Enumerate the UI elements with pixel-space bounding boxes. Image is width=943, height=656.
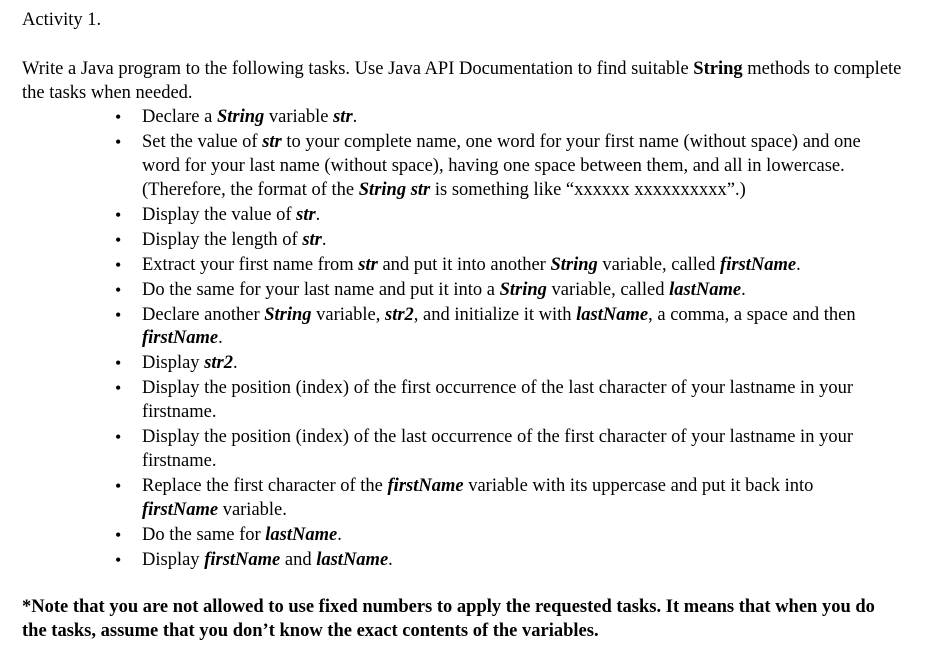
bullet-icon: •	[115, 279, 122, 300]
bullet-icon: •	[115, 427, 122, 448]
task-text: .	[352, 107, 358, 127]
task-text: .	[232, 353, 238, 374]
task-text: and	[280, 549, 317, 570]
task-text: variable with its uppercase and put it back into	[463, 475, 814, 496]
task-text: variable.	[218, 499, 287, 520]
bullet-icon: •	[115, 378, 122, 399]
bullet-icon: •	[115, 131, 122, 152]
task-text: Declare another	[142, 304, 265, 325]
task-item	[22, 352, 884, 376]
task-item	[22, 304, 884, 352]
code-term: String	[499, 279, 547, 300]
bullet-icon: •	[115, 254, 122, 275]
task-text: is something like “xxxxxx xxxxxxxxxx”.)	[430, 179, 746, 200]
task-item	[22, 475, 884, 523]
task-text: Do the same for your last name and put it into a	[142, 279, 500, 300]
bullet-icon: •	[115, 229, 122, 250]
task-text: Display	[142, 353, 205, 374]
task-list	[22, 106, 922, 572]
code-term: firstName	[142, 499, 219, 520]
task-text: variable, called	[597, 254, 721, 275]
task-item	[22, 229, 884, 253]
bullet-icon: •	[115, 107, 122, 127]
intro-emphasis: String	[693, 59, 743, 79]
code-term: lastName	[576, 304, 649, 325]
task-text: Display the position (index) of the last occurrence of the first character of your lastname in your firstname.	[142, 427, 853, 471]
code-term: str2	[204, 353, 233, 374]
task-text: , and initialize it with	[413, 304, 577, 325]
note-paragraph: *Note that you are not allowed to use fixed numbers to apply the requested tasks. It means that when you do the tasks, assume that you don’t know the exact contents of the variables.	[22, 597, 875, 642]
bullet-icon: •	[115, 524, 122, 545]
task-text: and put it into another	[377, 254, 551, 275]
code-term: String	[550, 254, 598, 275]
task-text: .	[218, 328, 223, 349]
task-text: Display the length of	[142, 229, 303, 250]
code-term: String	[264, 304, 312, 325]
code-term: lastName	[316, 549, 389, 570]
task-text: , a comma, a space and then	[648, 304, 856, 325]
bullet-icon: •	[115, 549, 122, 570]
task-text: Display	[142, 549, 205, 570]
code-term: str2	[385, 304, 414, 325]
task-text: .	[315, 204, 321, 225]
task-text: to your complete name, one word for your first name (without space) and one word for your last name (without space), having one space between them, and all in lowercase. (Therefore, the format of the	[142, 131, 861, 200]
task-item	[22, 377, 884, 425]
code-term: str	[333, 107, 353, 127]
activity-heading: Activity 1.	[22, 10, 102, 30]
task-text: variable, called	[546, 279, 670, 300]
task-item	[22, 426, 884, 474]
code-term: firstName	[204, 549, 281, 570]
code-term: String str	[358, 179, 431, 200]
task-text: .	[337, 524, 342, 545]
task-text: Replace the first character of the	[142, 475, 388, 496]
bullet-icon: •	[115, 353, 122, 374]
task-text: .	[321, 229, 327, 250]
task-text: Do the same for	[142, 524, 266, 545]
task-text: Display the value of	[142, 204, 297, 225]
task-text: .	[388, 549, 393, 570]
intro-paragraph	[22, 57, 922, 105]
code-term: firstName	[720, 254, 797, 275]
task-item	[22, 279, 884, 303]
task-item	[22, 204, 884, 228]
task-item	[22, 524, 884, 548]
task-text: variable,	[311, 304, 385, 325]
task-text: Extract your first name from	[142, 254, 359, 275]
task-item	[22, 549, 884, 573]
code-term: str	[262, 131, 282, 152]
task-text: .	[741, 279, 746, 300]
code-term: str	[358, 254, 378, 275]
task-item	[22, 131, 884, 202]
intro-text: Write a Java program to the following tasks. Use Java API Documentation to find suitable	[22, 59, 694, 79]
task-text: .	[796, 254, 801, 275]
bullet-icon: •	[115, 475, 122, 496]
task-text: Declare a	[142, 107, 217, 127]
code-term: lastName	[265, 524, 338, 545]
bullet-icon: •	[115, 204, 122, 225]
intro-text-end: methods to complete the tasks when needed.	[22, 59, 902, 103]
code-term: String	[216, 107, 265, 127]
code-term: str	[296, 204, 316, 225]
code-term: firstName	[387, 475, 464, 496]
code-term: str	[302, 229, 322, 250]
code-term: firstName	[142, 328, 219, 349]
document-page	[22, 8, 922, 643]
code-term: lastName	[669, 279, 742, 300]
bullet-icon: •	[115, 304, 122, 325]
task-text: Display the position (index) of the first occurrence of the last character of your lastname in your firstname.	[142, 378, 853, 423]
task-item	[22, 106, 884, 130]
task-text: variable	[264, 107, 334, 127]
task-text: Set the value of	[142, 131, 263, 152]
task-item	[22, 254, 884, 278]
